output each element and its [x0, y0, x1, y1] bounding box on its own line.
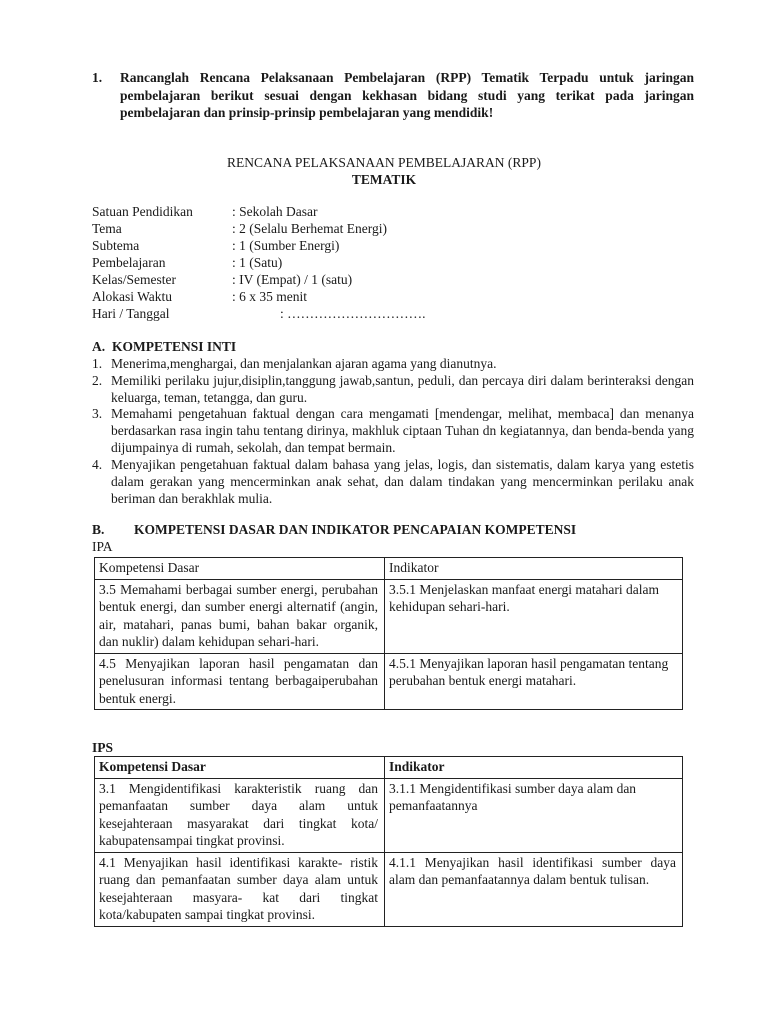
list-item: [92, 372, 694, 406]
table-row: [95, 653, 683, 710]
identity-value: : Sekolah Dasar: [232, 204, 318, 219]
list-number: 4.: [92, 457, 103, 472]
question-text: Rancanglah Rencana Pelaksanaan Pembelajaran (RPP) Tematik Terpadu untuk jaringan pembelajaran berikut sesuai dengan kekhasan bidang studi yang terikat pada jaringan pembelajaran dan prinsip-prinsip pembelajaran yang mendidik!: [120, 70, 694, 120]
list-text: Menerima,menghargai, dan menjalankan ajaran agama yang dianutnya.: [111, 356, 497, 371]
subject-label-ipa: IPA: [92, 539, 113, 554]
rpp-title: RENCANA PELAKSANAAN PEMBELAJARAN (RPP): [227, 155, 541, 170]
table-cell: 4.5.1 Menyajikan laporan hasil pengamatan tentang perubahan bentuk energi matahari.: [385, 653, 683, 710]
section-title: KOMPETENSI INTI: [112, 339, 237, 354]
list-number: 3.: [92, 406, 103, 421]
identity-value: : 1 (Satu): [232, 255, 283, 270]
column-header: Kompetensi Dasar: [95, 757, 385, 779]
assignment-question: [92, 69, 694, 122]
list-item: [92, 405, 694, 456]
table-cell: 3.1.1 Mengidentifikasi sumber daya alam dan pemanfaatannya: [385, 778, 683, 852]
table-cell: 4.1 Menyajikan hasil identifikasi karakte- ristik ruang dan pemanfaatan sumber daya alam untuk kesejahteraan masyara- kat dari tingkat kota/kabupaten sampai tingkat provinsi.: [95, 852, 385, 926]
section-title: KOMPETENSI DASAR DAN INDIKATOR PENCAPAIAN KOMPETENSI: [134, 522, 577, 537]
list-item: [92, 456, 694, 507]
list-text: Memahami pengetahuan faktual dengan cara mengamati [mendengar, melihat, membaca] dan menanya berdasarkan rasa ingin tahu tentang dirinya, makhluk ciptaan Tuhan dn kegiatannya, dan benda-benda yang dijumpainya di rumah, sekolah, dan tempat bermain.: [111, 406, 694, 455]
section-letter: B.: [92, 522, 105, 537]
table-row: [95, 852, 683, 926]
table-header-row: [95, 558, 683, 580]
question-number: 1.: [92, 70, 103, 85]
identity-label: Kelas/Semester: [92, 272, 176, 287]
ipa-table: [94, 557, 683, 710]
column-header: Indikator: [385, 558, 683, 580]
subject-label-ips: IPS: [92, 740, 114, 755]
identity-value: : 2 (Selalu Berhemat Energi): [232, 221, 387, 236]
table-cell: 4.1.1 Menyajikan hasil identifikasi sumber daya alam dan pemanfaatannya dalam bentuk tulisan.: [385, 852, 683, 926]
identity-label: Tema: [92, 221, 122, 236]
identity-label: Hari / Tanggal: [92, 306, 170, 321]
table-row: [95, 579, 683, 653]
ips-table: [94, 756, 683, 927]
column-header: Kompetensi Dasar: [95, 558, 385, 580]
identity-value: : 1 (Sumber Energi): [232, 238, 340, 253]
list-number: 2.: [92, 373, 103, 388]
identity-value: : IV (Empat) / 1 (satu): [232, 272, 353, 287]
list-number: 1.: [92, 356, 103, 371]
rpp-subtitle: TEMATIK: [351, 172, 417, 187]
table-cell: 3.1 Mengidentifikasi karakteristik ruang dan pemanfaatan sumber daya alam untuk kesejahteraan masyarakat dari tingkat kota/ kabupatensampai tingkat provinsi.: [95, 778, 385, 852]
table-cell: 4.5 Menyajikan laporan hasil pengamatan dan penelusuran informasi tentang berbagaiperubahan bentuk energi.: [95, 653, 385, 710]
list-text: Menyajikan pengetahuan faktual dalam bahasa yang jelas, logis, dan sistematis, dalam karya yang estetis dalam gerakan yang mencerminkan anak sehat, dan dalam tindakan yang mencerminkan perilaku anak beriman dan berakhlak mulia.: [111, 457, 694, 506]
identity-value: : ………………………….: [280, 306, 426, 321]
table-cell: 3.5.1 Menjelaskan manfaat energi matahari dalam kehidupan sehari-hari.: [385, 579, 683, 653]
identity-label: Alokasi Waktu: [92, 289, 173, 304]
identity-label: Subtema: [92, 238, 140, 253]
identity-value: : 6 x 35 menit: [232, 289, 307, 304]
identity-label: Pembelajaran: [92, 255, 166, 270]
identity-label: Satuan Pendidikan: [92, 204, 193, 219]
table-header-row: [95, 757, 683, 779]
section-letter: A.: [92, 339, 106, 354]
column-header: Indikator: [385, 757, 683, 779]
list-item: [92, 355, 694, 372]
table-row: [95, 778, 683, 852]
table-cell: 3.5 Memahami berbagai sumber energi, perubahan bentuk energi, dan sumber energi alternatif (angin, air, matahari, panas bumi, bahan bakar organik, dan nuklir) dalam kehidupan sehari-hari.: [95, 579, 385, 653]
list-text: Memiliki perilaku jujur,disiplin,tanggung jawab,santun, peduli, dan percaya diri dalam berinteraksi dengan keluarga, teman, tetangga, dan guru.: [111, 373, 694, 405]
